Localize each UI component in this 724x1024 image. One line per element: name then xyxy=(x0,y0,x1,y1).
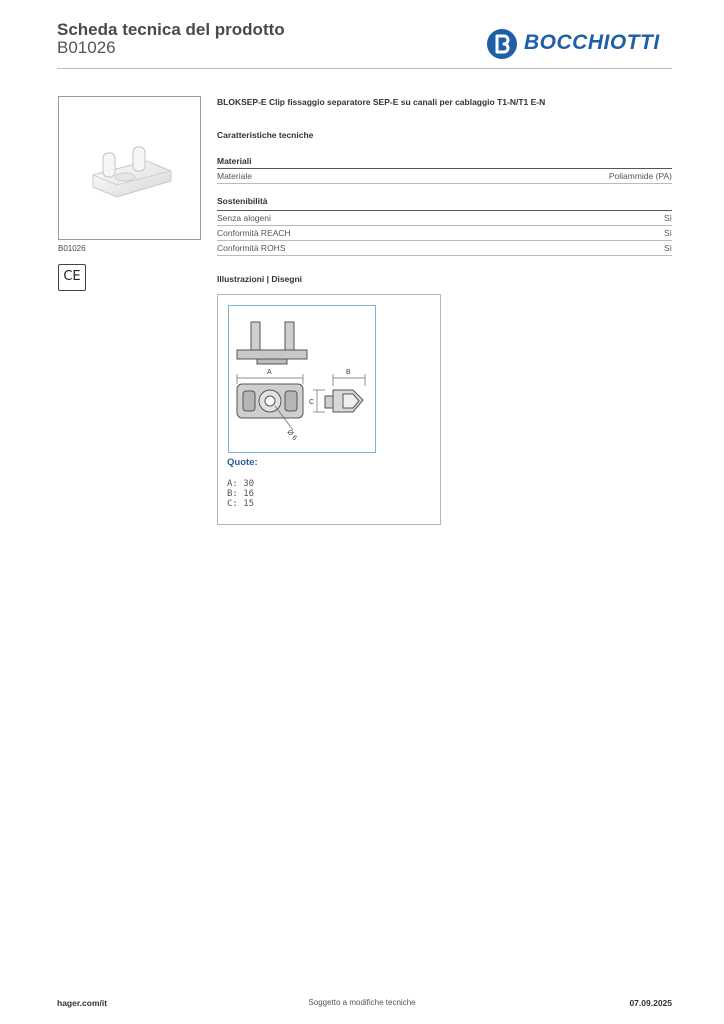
product-title: BLOKSEP-E Clip fissaggio separatore SEP-E su canali per cablaggio T1-N/T1 E-N xyxy=(217,97,546,107)
spec-row-value: Poliammide (PA) xyxy=(608,171,672,181)
spec-row-divider xyxy=(217,183,672,184)
dim-label-diameter: Ø 6 xyxy=(285,428,299,442)
spec-row-value: Sì xyxy=(663,243,672,253)
ce-mark-label: CE xyxy=(63,269,81,284)
technical-drawing-panel xyxy=(217,294,441,525)
spec-group-title-sostenibilita: Sostenibilità xyxy=(217,196,268,206)
dim-label-b: B xyxy=(346,369,351,376)
dim-label-a: A xyxy=(267,369,272,376)
spec-row-label: Conformità ROHS xyxy=(217,243,286,253)
specs-section-title: Caratteristiche tecniche xyxy=(217,130,314,140)
dimension-drawing xyxy=(229,306,375,452)
logo-text: BOCCHIOTTI xyxy=(524,31,660,54)
footer-date: 07.09.2025 xyxy=(629,998,672,1008)
quotes-title: Quote: xyxy=(227,457,258,468)
spec-group-title-materiali: Materiali xyxy=(217,156,252,166)
footer-disclaimer: Soggetto a modifiche tecniche xyxy=(308,998,416,1007)
quote-a: A: 30 xyxy=(227,479,255,489)
spec-row-label: Conformità REACH xyxy=(217,228,291,238)
product-image-caption: B01026 xyxy=(58,244,86,253)
quote-b: B: 16 xyxy=(227,489,255,499)
technical-drawing xyxy=(228,305,376,453)
product-code: B01026 xyxy=(57,38,116,57)
clip-photo-illustration xyxy=(59,97,200,239)
spec-row-divider xyxy=(217,240,672,241)
header-divider xyxy=(57,68,672,69)
spec-row-value: Sì xyxy=(663,228,672,238)
spec-group-divider xyxy=(217,210,672,211)
footer-website[interactable]: hager.com/it xyxy=(57,998,108,1008)
quote-c: C: 15 xyxy=(227,499,255,509)
bocchiotti-b-logo-icon xyxy=(486,28,518,60)
ce-mark-icon xyxy=(58,264,86,291)
spec-group-divider xyxy=(217,168,672,169)
spec-row-divider xyxy=(217,225,672,226)
product-image xyxy=(58,96,201,240)
page-title: Scheda tecnica del prodotto xyxy=(57,20,285,39)
dim-label-c: C xyxy=(309,399,315,406)
spec-row-label: Senza alogeni xyxy=(217,213,271,223)
brand-logo xyxy=(486,27,668,61)
drawings-section-title: Illustrazioni | Disegni xyxy=(217,274,303,284)
spec-row-label: Materiale xyxy=(217,171,252,181)
spec-row-divider xyxy=(217,255,672,256)
spec-row-value: Sì xyxy=(663,213,672,223)
